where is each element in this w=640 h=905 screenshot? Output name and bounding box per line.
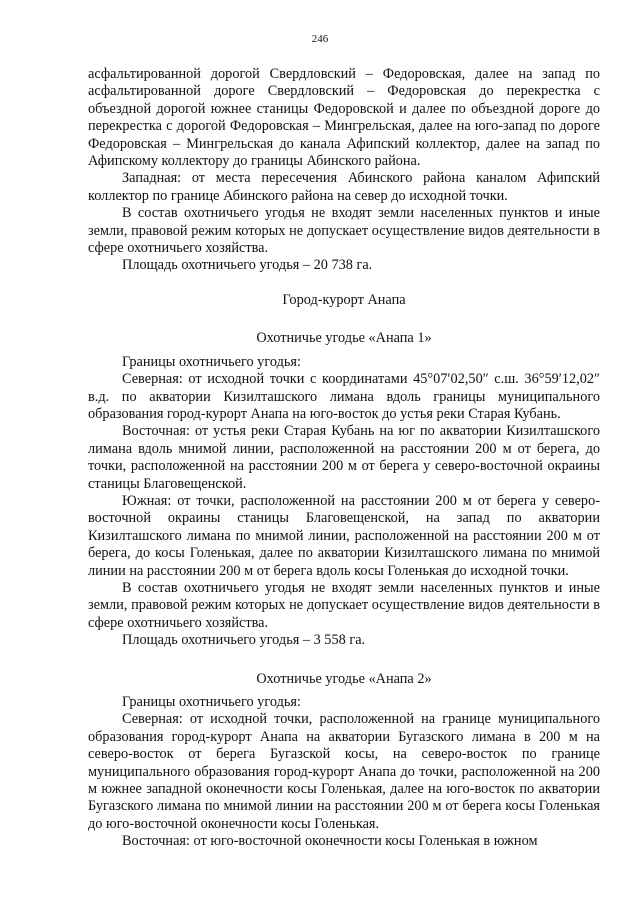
page-number: 246	[311, 33, 329, 45]
paragraph-exclusions: В состав охотничьего угодья не входят земли населенных пунктов и иные земли, правовой режим которых не допускает осуществление видов деятельности в сфере охотничьего хозяйства.	[88, 579, 600, 631]
paragraph-north-border: Северная: от исходной точки с координатами 45°07′02,50″ с.ш. 36°59′12,02″ в.д. по акватории Кизилташского лимана вдоль границы муниципального образования город-курорт Анапа на юго-восток до устья реки Старая Кубань.	[88, 371, 600, 422]
document-body	[88, 66, 600, 851]
paragraph-east-border: Восточная: от юго-восточной оконечности косы Голенькая в южном	[122, 833, 538, 850]
paragraph-borders-label: Границы охотничьего угодья:	[122, 353, 301, 370]
paragraph-west-border: Западная: от места пересечения Абинского района каналом Афипский коллектор по границе Абинского района на север до исходной точки.	[88, 170, 600, 204]
section-heading-anapa-2: Охотничье угодье «Анапа 2»	[256, 670, 432, 687]
anapa-2-section	[88, 694, 600, 851]
paragraph-exclusions: В состав охотничьего угодья не входят земли населенных пунктов и иные земли, правовой режим которых не допускает осуществление видов деятельности в сфере охотничьего хозяйства.	[88, 205, 600, 257]
paragraph-north-border: Северная: от исходной точки, расположенной на границе муниципального образования город-курорт Анапа на акватории Бугазского лимана в 200 м на северо-восток от берега Бугазской косы, на северо-восток по границе муниципального образования город-курорт Анапа до точки, расположенной на 200 м южнее западной оконечности косы Голенькая, далее на юго-восток по акватории Бугазского лимана по мнимой линии на расстоянии 200 м от берега косы Голенькая до юго-восточной оконечности косы Голенькая.	[88, 711, 600, 832]
paragraph-east-border: Восточная: от устья реки Старая Кубань на юг по акватории Кизилташского лимана вдоль мнимой линии, расположенной на расстоянии 200 м от берега, до точки, расположенной на расстоянии 200 м от берега у северо-восточной окраины станицы Благовещенской.	[88, 423, 600, 492]
paragraph-south-border: Южная: от точки, расположенной на расстоянии 200 м от берега у северо-восточной окраины станицы Благовещенской, на запад по акватории Кизилташского лимана по мнимой линии, расположенной на расстоянии 200 м от берега, до косы Голенькая, далее по акватории Кизилташского лимана по мнимой линии на расстоянии 200 м от берега вдоль косы Голенькая до исходной точки.	[88, 492, 600, 579]
paragraph-area: Площадь охотничьего угодья – 3 558 га.	[122, 632, 366, 649]
paragraph-border-continuation: асфальтированной дорогой Свердловский – Федоровская, далее на запад по асфальтированной дороге Свердловский – Федоровская до перекрестка с объездной дорогой южнее станицы Федоровской и далее по объездной дороге до перекрестка с дорогой Федоровская – Мингрельская, далее на юго-запад по дороге Федоровская – Мингрельская до канала Афипский коллектор, далее на запад по Афипскому коллектору до границы Абинского района.	[88, 66, 600, 170]
anapa-1-section	[88, 354, 600, 650]
paragraph-borders-label: Границы охотничьего угодья:	[122, 694, 301, 710]
section-heading-anapa-1: Охотничье угодье «Анапа 1»	[256, 330, 432, 347]
section-heading-city: Город-курорт Анапа	[282, 291, 406, 308]
paragraph-area: Площадь охотничьего угодья – 20 738 га.	[122, 257, 373, 274]
